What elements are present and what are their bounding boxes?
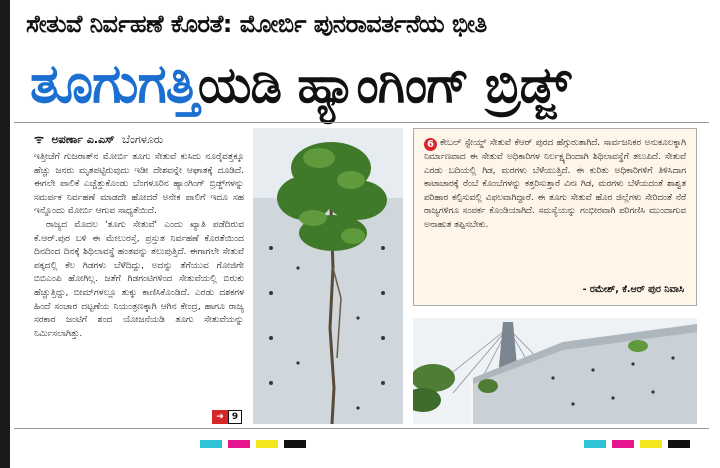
resident-quote-box — [413, 128, 697, 306]
top-divider — [14, 122, 709, 123]
byline-place: ಬೆಂಗಳೂರು — [122, 133, 164, 146]
photo-tree-on-bridge — [253, 128, 403, 424]
kicker-heading: ಸೇತುವೆ ನಿರ್ವಹಣೆ ಕೊರತೆ: ಮೋರ್ಬಿ ಪುನರಾವರ್ತನೆಯ ಭೀತಿ — [26, 10, 487, 38]
print-color-bar-right — [584, 440, 690, 448]
color-swatch-yellow — [256, 440, 278, 448]
byline — [34, 132, 163, 147]
headline-black-part: ಯಡಿ ಹ್ಯಾಂಗಿಂಗ್ ಬ್ರಿಡ್ಜ್ — [197, 56, 571, 114]
color-swatch-black — [668, 440, 690, 448]
rss-icon: ᯤ — [34, 133, 45, 146]
photo-tree-illustration — [253, 128, 403, 424]
color-swatch-black — [284, 440, 306, 448]
color-swatch-magenta — [612, 440, 634, 448]
color-swatch-cyan — [200, 440, 222, 448]
arrow-right-icon: ➔ — [212, 410, 228, 424]
color-swatch-cyan — [584, 440, 606, 448]
continued-page-number: 9 — [228, 410, 242, 424]
continued-on-page[interactable] — [212, 410, 242, 424]
color-swatch-yellow — [640, 440, 662, 448]
photo-hanging-bridge — [413, 318, 697, 424]
quote-text: ಕೇಬಲ್ ಸ್ಟೇಯ್ಡ್ ಸೇತುವೆ ಕೆಆರ್ ಪುರದ ಹೆಗ್ಗುರುತಾಗಿದೆ. ಸಾರ್ವಜನಿಕರ ಅನುಕೂಲಕ್ಕಾಗಿ ನಿರ್ಮಾಣವಾದ ಈ ಸೇತುವೆ ಅಧಿಕಾರಿಗಳ ನಿರ್ಲಕ್ಷ್ಯದಿಂದಾಗಿ ಶಿಥಿಲಾವಸ್ಥೆಗೆ ತಲುಪಿದೆ. ಸೇತುವೆ ಎರಡು ಬದಿಯಲ್ಲಿ ಗಿಡ, ಮರಗಳು ಬೆಳೆಯುತ್ತಿದೆ. ಈ ಕುರಿತು ಅಧಿಕಾರಿಗಳಿಗೆ ತಿಳಿಸಿದಾಗ ಕಾಟಾಚಾರಕ್ಕೆ ರೆಂಬೆ ಕೊಂಬೆಗಳನ್ನು ಕತ್ತರಿಸುತ್ತಾರೆ ವಿನಃ ಗಿಡ, ಮರಗಳು ಬೆಳೆಯದಂತೆ ಶಾಶ್ವತ ಪರಿಹಾರ ಕಲ್ಪಿಸುವಲ್ಲಿ ವಿಫಲವಾಗಿದ್ದಾರೆ. ಈ ತೂಗು ಸೇತುವೆ ಹೊರ ಜಿಲ್ಲೆಗಳು ಸೇರಿದಂತೆ ನೆರೆ ರಾಜ್ಯಗಳಿಗೂ ಸಂಪರ್ಕ ಕೊಂಡಿಯಾಗಿದೆ. ಸಮಸ್ಯೆಯನ್ನು ಗಂಭೀರವಾಗಿ ಪರಿಗಣಿಸಿ ಮುಂದಾಗುವ ಅನಾಹುತ ತಪ್ಪಿಸಬೇಕು. — [424, 138, 686, 230]
photo-bridge-illustration — [413, 318, 697, 424]
headline-blue-part: ತೂಗುಗತ್ತಿ — [30, 52, 198, 115]
color-swatch-magenta — [228, 440, 250, 448]
quote-author: - ರಮೇಶ್, ಕೆ.ಆರ್ ಪುರ ನಿವಾಸಿ — [582, 284, 684, 295]
article-body — [34, 151, 244, 341]
quote-text-block — [424, 137, 686, 233]
article-paragraph-2: ರಾಜ್ಯದ ಮೊದಲ 'ತೂಗು ಸೇತುವೆ' ಎಂದು ಖ್ಯಾತಿ ಪಡೆದಿರುವ ಕೆ.ಆರ್.ಪುರ ಬಳಿ ಈ ಮೇಲುರಸ್ತೆ, ಪ್ರಸ್ತುತ ನಿರ್ವಹಣೆ ಕೊರತೆಯಿಂದ ದಿನದಿಂದ ದಿನಕ್ಕೆ ಶಿಥಿಲಾವಸ್ಥೆ ಹಂತವನ್ನು ತಲುಪುತ್ತಿದೆ. ಈಗಾಗಲೇ ಸೇತುವೆ ಪಕ್ಕದಲ್ಲಿ ಕೆಲ ಗಿಡಗಳು ಬೆಳೆದಿದ್ದು, ಅದನ್ನು ತೆಗೆಯುವ ಗೋಜಿಗೇ ಬಿಬಿಎಂಪಿ ಹೋಗಿಲ್ಲ. ಜತೆಗೆ ಗಿಡಗಂಟಿಗಳಿಂದ ಸೇತುವೆಯಲ್ಲಿ ಬಿರುಕು ಹೆಚ್ಚುತ್ತಿದ್ದು, ಬೀಮ್‌ಗಳಲ್ಲೂ ತುಕ್ಕು ಕಾಣಿಸಿಕೊಂಡಿದೆ. ಎರಡು ದಶಕಗಳ ಹಿಂದೆ ಸಂಚಾರ ದಟ್ಟಣೆಯ ನಿಯಂತ್ರಣಕ್ಕಾಗಿ ಆಗಿನ ಕೇಂದ್ರ, ಹಾಗೂ ರಾಜ್ಯ ಸರಕಾರ ಜಂಟಿಗೆ ಶಂದ ಯೋಜನೆಯಡಿ ತೂಗು ಸೇತುವೆಯನ್ನು ನಿರ್ಮಿಸಲಾಗಿತ್ತು. — [34, 219, 244, 339]
headline — [30, 52, 710, 116]
print-color-bar-left — [200, 440, 306, 448]
article-paragraph-1: ಇತ್ತೀಚೆಗೆ ಗುಜರಾತ್‌ನ ಮೋರ್ಬಿ ತೂಗು ಸೇತುವೆ ಕುಸಿದು ನೂರೈವತ್ತಕ್ಕೂ ಹೆಚ್ಚು ಜನರು ಮೃತಪಟ್ಟಿರುವುದು ಇಡೀ ದೇಶವನ್ನೇ ಆಘಾತಕ್ಕೆ ದೂಡಿದೆ. ಈಗಲೇ ಪಾಲಿಕೆ ಎಚ್ಚೆತ್ತುಕೊಂಡು ಬೆಂಗಳೂರಿನ ಹ್ಯಾಂಗಿಂಗ್ ಬ್ರಿಡ್ಜ್‌ಗಳನ್ನು ಸಮರ್ಪಕ ನಿರ್ವಹಣೆ ಮಾಡದೇ ಹೋದರೆ ಅನೇಕ ಪಾಲಿಗೆ ಇದೂ ಸಹ ಇನ್ನೊಂದು ಮೋರ್ಬಿ ಆಗುವ ಸಾಧ್ಯತೆಯಿದೆ. — [34, 152, 244, 217]
quote-drop-icon: 6 — [424, 138, 437, 151]
byline-author: ಅಪರ್ಣಾ ಎ.ಎಸ್ — [51, 133, 115, 146]
bottom-divider — [14, 428, 709, 429]
left-edge-bar — [0, 0, 10, 468]
